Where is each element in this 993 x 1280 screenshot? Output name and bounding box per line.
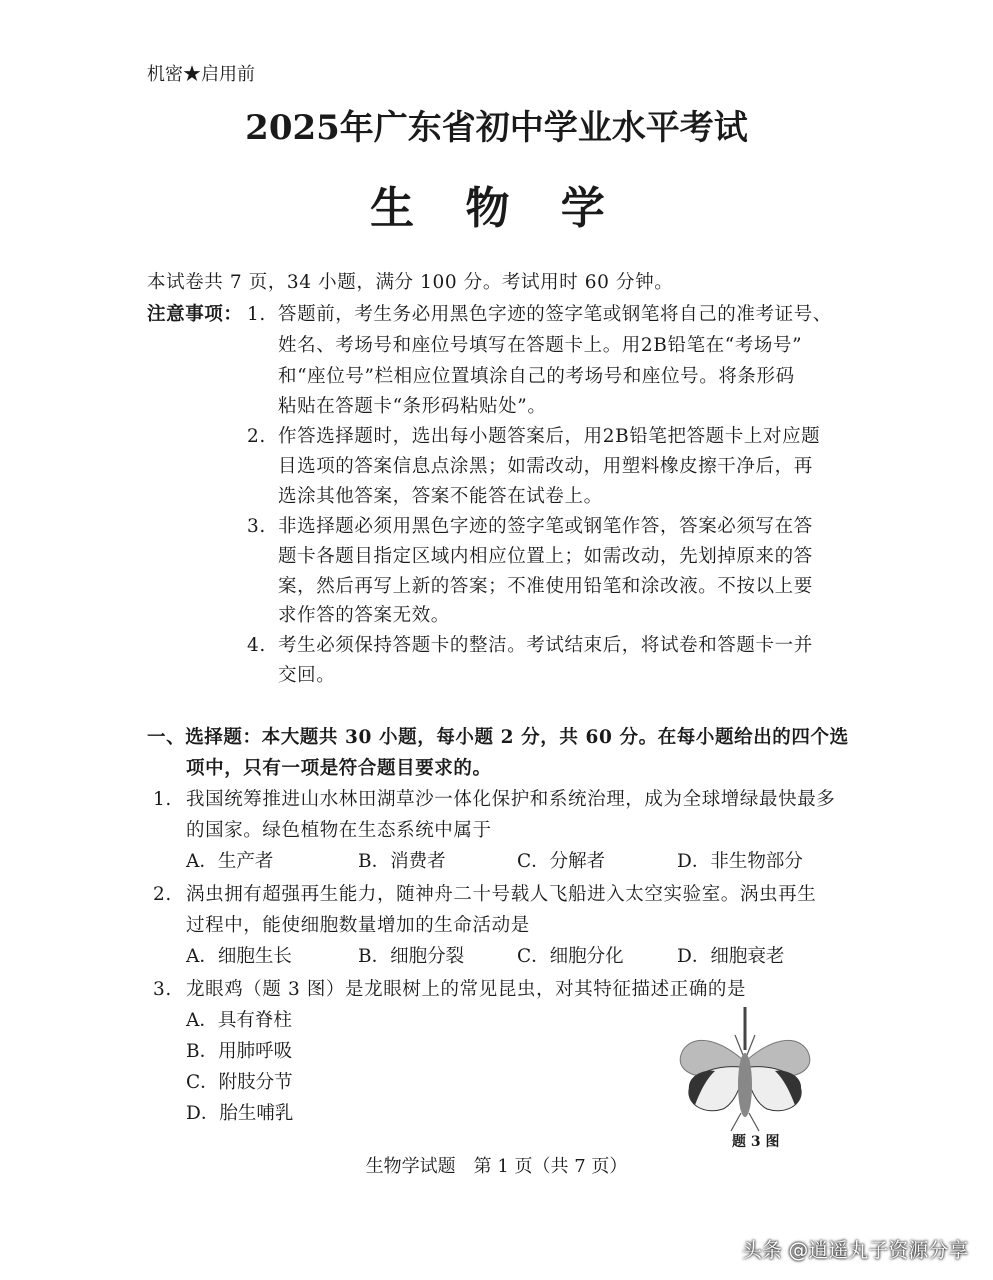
question-number: 2.	[153, 884, 172, 905]
question-number: 3.	[153, 979, 172, 1000]
option-d: D．非生物部分	[677, 851, 803, 872]
option-c: C．分解者	[517, 851, 606, 872]
note-number: 3.	[247, 516, 266, 537]
note-line: 姓名、考场号和座位号填写在答题卡上。用2B铅笔在“考场号”	[278, 335, 803, 356]
option-c: C．附肢分节	[186, 1072, 293, 1093]
question-number: 1.	[153, 789, 172, 810]
note-line: 案，然后再写上新的答案；不准使用铅笔和涂改液。不按以上要	[278, 576, 813, 597]
question-text: 的国家。绿色植物在生态系统中属于	[186, 820, 492, 841]
option-d: D．胎生哺乳	[186, 1103, 294, 1124]
question-text: 我国统筹推进山水林田湖草沙一体化保护和系统治理，成为全球增绿最快最多	[186, 789, 836, 810]
note-line: 非选择题必须用黑色字迹的签字笔或钢笔作答，答案必须写在答	[278, 516, 813, 537]
note-number: 4.	[247, 635, 266, 656]
option-a: A．具有脊柱	[186, 1010, 292, 1031]
question-text: 龙眼鸡（题 3 图）是龙眼树上的常见昆虫，对其特征描述正确的是	[186, 979, 747, 1000]
note-line: 作答选择题时，选出每小题答案后，用2B铅笔把答题卡上对应题	[278, 426, 821, 447]
question-text: 涡虫拥有超强再生能力，随神舟二十号载人飞船进入太空实验室。涡虫再生	[186, 884, 817, 905]
option-c: C．细胞分化	[517, 946, 624, 967]
note-line: 求作答的答案无效。	[278, 605, 450, 626]
option-b: B．用肺呼吸	[186, 1041, 293, 1062]
watermark: 头条 @逍遥丸子资源分享	[742, 1238, 969, 1262]
section-heading-cont: 项中，只有一项是符合题目要求的。	[186, 758, 492, 779]
note-line: 粘贴在答题卡“条形码粘贴处”。	[278, 396, 547, 417]
note-number: 2.	[247, 426, 266, 447]
exam-title: 2025年广东省初中学业水平考试	[245, 108, 748, 148]
note-line: 选涂其他答案，答案不能答在试卷上。	[278, 486, 603, 507]
exam-intro: 本试卷共 7 页，34 小题，满分 100 分。考试用时 60 分钟。	[147, 272, 674, 293]
note-line: 答题前，考生务必用黑色字迹的签字笔或钢笔将自己的准考证号、	[278, 304, 832, 325]
page-footer: 生物学试题 第 1 页（共 7 页）	[365, 1156, 628, 1177]
option-a: A．细胞生长	[186, 946, 292, 967]
figure-caption: 题 3 图	[732, 1134, 780, 1150]
confidential-label: 机密★启用前	[147, 64, 255, 85]
note-line: 和“座位号”栏相应位置填涂自己的考场号和座位号。将条形码	[278, 366, 795, 387]
note-line: 考生必须保持答题卡的整洁。考试结束后，将试卷和答题卡一并	[278, 635, 813, 656]
option-d: D．细胞衰老	[677, 946, 785, 967]
note-number: 1.	[247, 304, 266, 325]
notes-label: 注意事项：	[147, 304, 243, 325]
option-a: A．生产者	[186, 851, 274, 872]
section-heading: 一、选择题：本大题共 30 小题，每小题 2 分，共 60 分。在每小题给出的四个选	[147, 727, 849, 748]
subject-title: 生 物 学	[370, 183, 623, 234]
note-line: 目选项的答案信息点涂黑；如需改动，用塑料橡皮擦干净后，再	[278, 456, 813, 477]
question-text: 过程中，能使细胞数量增加的生命活动是	[186, 915, 530, 936]
note-line: 交回。	[278, 665, 336, 686]
option-b: B．细胞分裂	[358, 946, 465, 967]
option-b: B．消费者	[358, 851, 446, 872]
note-line: 题卡各题目指定区域内相应位置上；如需改动，先划掉原来的答	[278, 546, 813, 567]
lanternfly-figure	[665, 1005, 825, 1135]
